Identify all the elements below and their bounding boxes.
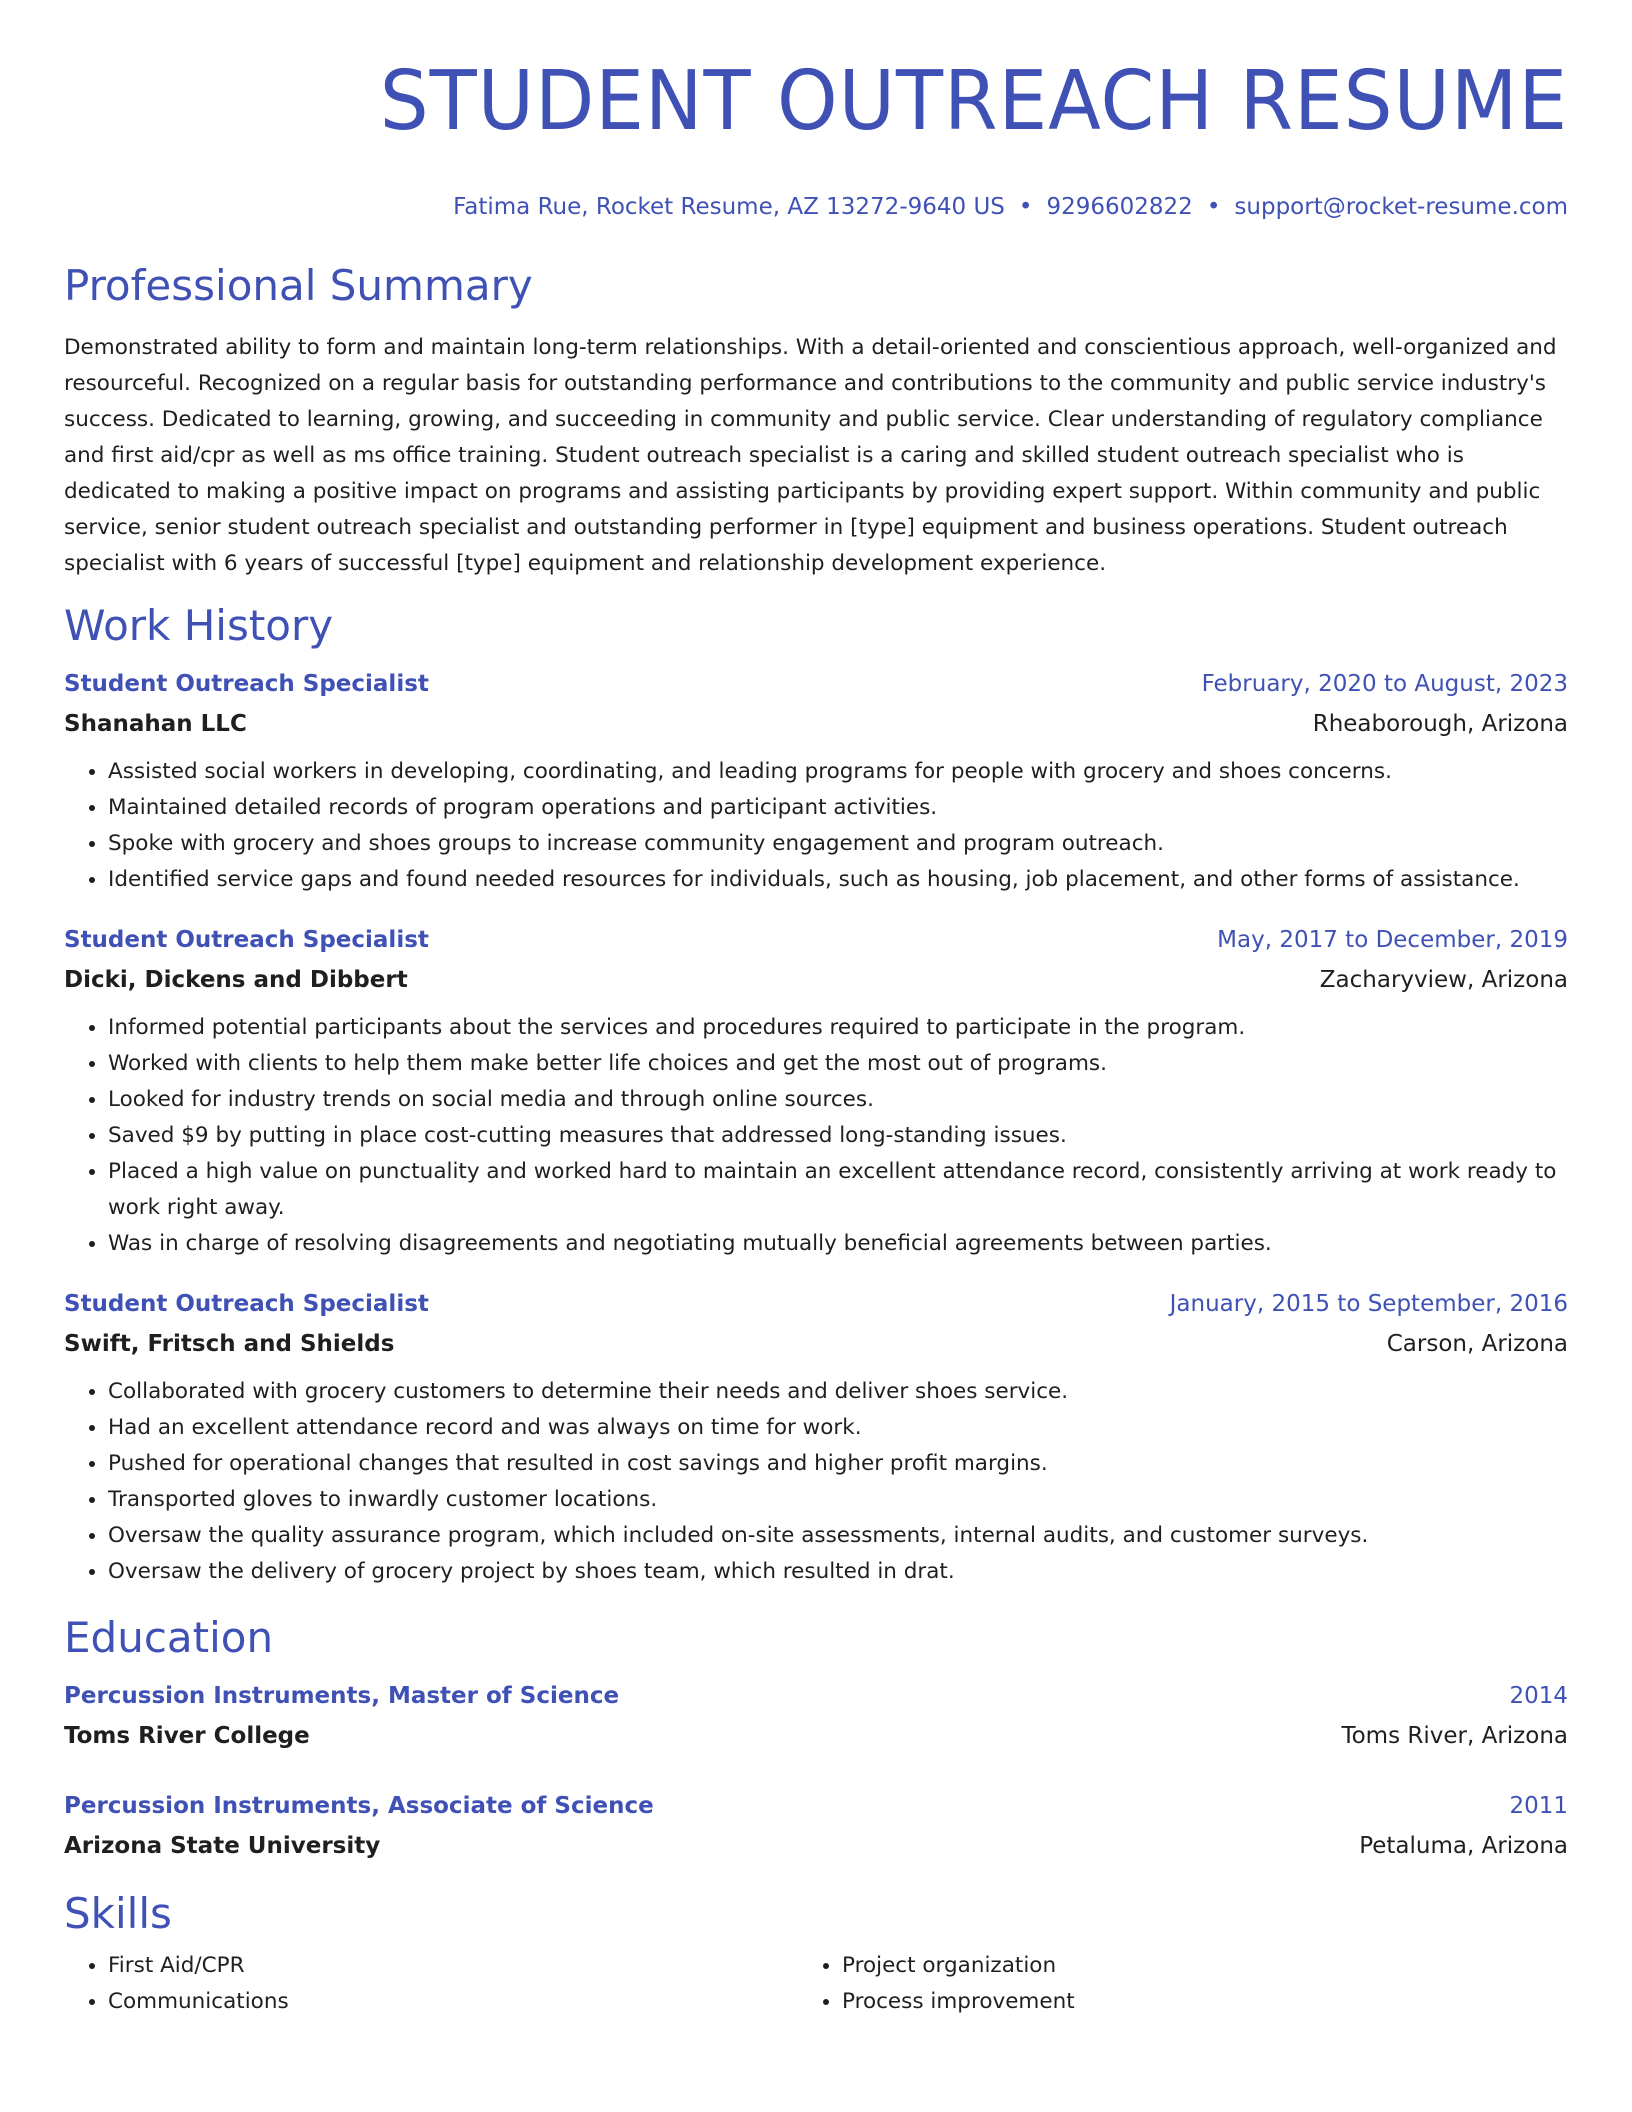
summary-heading: Professional Summary: [64, 261, 533, 310]
education-header-row: [64, 1786, 1568, 1826]
job-entry: [64, 1284, 1568, 1590]
job-bullet: • Oversaw the quality assurance program, which included on-site assessments, internal audits, and customer surveys.: [108, 1518, 1568, 1554]
job-bullet: • Was in charge of resolving disagreements and negotiating mutually beneficial agreements between parties.: [108, 1226, 1568, 1262]
job-header-row: [64, 920, 1568, 960]
job-title: Student Outreach Specialist: [64, 671, 429, 697]
job-entry: [64, 664, 1568, 898]
job-title: Student Outreach Specialist: [64, 927, 429, 953]
education-location: Toms River, Arizona: [1341, 1723, 1568, 1749]
job-entry: [64, 920, 1568, 1262]
job-bullet: • Identified service gaps and found needed resources for individuals, such as housing, job placement, and other forms of assistance.: [108, 862, 1568, 898]
education-degree: Percussion Instruments, Associate of Science: [64, 1793, 654, 1819]
job-header-row: [64, 1284, 1568, 1324]
job-bullet: • Pushed for operational changes that resulted in cost savings and higher profit margins.: [108, 1446, 1568, 1482]
job-bullet: • Oversaw the delivery of grocery project by shoes team, which resulted in drat.: [108, 1554, 1568, 1590]
job-company: Dicki, Dickens and Dibbert: [64, 967, 408, 993]
job-bullet: • Saved $9 by putting in place cost-cutting measures that addressed long-standing issues.: [108, 1118, 1568, 1154]
job-location: Zacharyview, Arizona: [1319, 967, 1568, 993]
job-title: Student Outreach Specialist: [64, 1291, 429, 1317]
job-company: Swift, Fritsch and Shields: [64, 1331, 395, 1357]
skill-item: • Communications: [108, 1984, 798, 2020]
job-dates: February, 2020 to August, 2023: [1201, 671, 1568, 697]
job-bullet: • Informed potential participants about the services and procedures required to participate in the program.: [108, 1010, 1568, 1046]
job-bullet-list: [64, 754, 1568, 898]
education-year: 2011: [1509, 1793, 1568, 1819]
job-bullet: • Transported gloves to inwardly customer locations.: [108, 1482, 1568, 1518]
skills-grid: [64, 1940, 1568, 2020]
skill-item: • First Aid/CPR: [108, 1948, 798, 1984]
job-bullet-list: [64, 1374, 1568, 1590]
education-school: Toms River College: [64, 1723, 310, 1749]
education-degree: Percussion Instruments, Master of Science: [64, 1683, 620, 1709]
skill-item: • Project organization: [842, 1948, 1532, 1984]
job-dates: May, 2017 to December, 2019: [1217, 927, 1568, 953]
summary-text: Demonstrated ability to form and maintain long-term relationships. With a detail-oriented and conscientious approach, well-organized and resourceful. Recognized on a regular basis for outstanding performance and contributions to the community and public service industry's success. Dedicated to learning, growing, and succeeding in community and public service. Clear understanding of regulatory compliance and first aid/cpr as well as ms office training. Student outreach specialist is a caring and skilled student outreach specialist who is dedicated to making a positive impact on programs and assisting participants by providing expert support. Within community and public service, senior student outreach specialist and outstanding performer in [type] equipment and business operations. Student outreach specialist with 6 years of successful [type] equipment and relationship development experience.: [64, 335, 1557, 576]
job-bullet: • Had an excellent attendance record and was always on time for work.: [108, 1410, 1568, 1446]
work-history-heading: Work History: [64, 601, 334, 650]
education-entry: [64, 1786, 1568, 1866]
job-company: Shanahan LLC: [64, 711, 247, 737]
job-location: Carson, Arizona: [1386, 1331, 1568, 1357]
job-location: Rheaborough, Arizona: [1312, 711, 1568, 737]
job-bullet: • Assisted social workers in developing, coordinating, and leading programs for people with grocery and shoes concerns.: [108, 754, 1568, 790]
education-school-row: [64, 1826, 1568, 1866]
job-company-row: [64, 960, 1568, 1000]
contact-address: Fatima Rue, Rocket Resume, AZ 13272-9640 US: [453, 194, 1005, 220]
contact-phone: 9296602822: [1046, 194, 1193, 220]
job-bullet: • Spoke with grocery and shoes groups to increase community engagement and program outreach.: [108, 826, 1568, 862]
job-header-row: [64, 664, 1568, 704]
resume-title: STUDENT OUTREACH RESUME: [379, 54, 1569, 149]
contact-email: support@rocket-resume.com: [1234, 194, 1568, 220]
job-dates: January, 2015 to September, 2016: [1169, 1291, 1568, 1317]
education-school-row: [64, 1716, 1568, 1756]
education-year: 2014: [1509, 1683, 1568, 1709]
job-bullet: • Placed a high value on punctuality and worked hard to maintain an excellent attendance record, consistently arriving at work ready to work right away.: [108, 1154, 1568, 1226]
job-bullet: • Collaborated with grocery customers to determine their needs and deliver shoes service.: [108, 1374, 1568, 1410]
job-bullet: • Worked with clients to help them make better life choices and get the most out of programs.: [108, 1046, 1568, 1082]
education-school: Arizona State University: [64, 1833, 381, 1859]
skills-list-left: [64, 1948, 798, 2020]
education-entry: [64, 1676, 1568, 1756]
skills-list-right: [798, 1948, 1532, 2020]
education-heading: Education: [64, 1613, 274, 1662]
skills-heading: Skills: [64, 1889, 172, 1938]
job-company-row: [64, 704, 1568, 744]
job-company-row: [64, 1324, 1568, 1364]
education-header-row: [64, 1676, 1568, 1716]
contact-line: [64, 192, 1568, 222]
contact-separator: •: [1018, 194, 1033, 220]
contact-separator: •: [1206, 194, 1221, 220]
job-bullet-list: [64, 1010, 1568, 1262]
job-bullet: • Looked for industry trends on social media and through online sources.: [108, 1082, 1568, 1118]
education-location: Petaluma, Arizona: [1359, 1833, 1568, 1859]
job-bullet: • Maintained detailed records of program operations and participant activities.: [108, 790, 1568, 826]
skill-item: • Process improvement: [842, 1984, 1532, 2020]
